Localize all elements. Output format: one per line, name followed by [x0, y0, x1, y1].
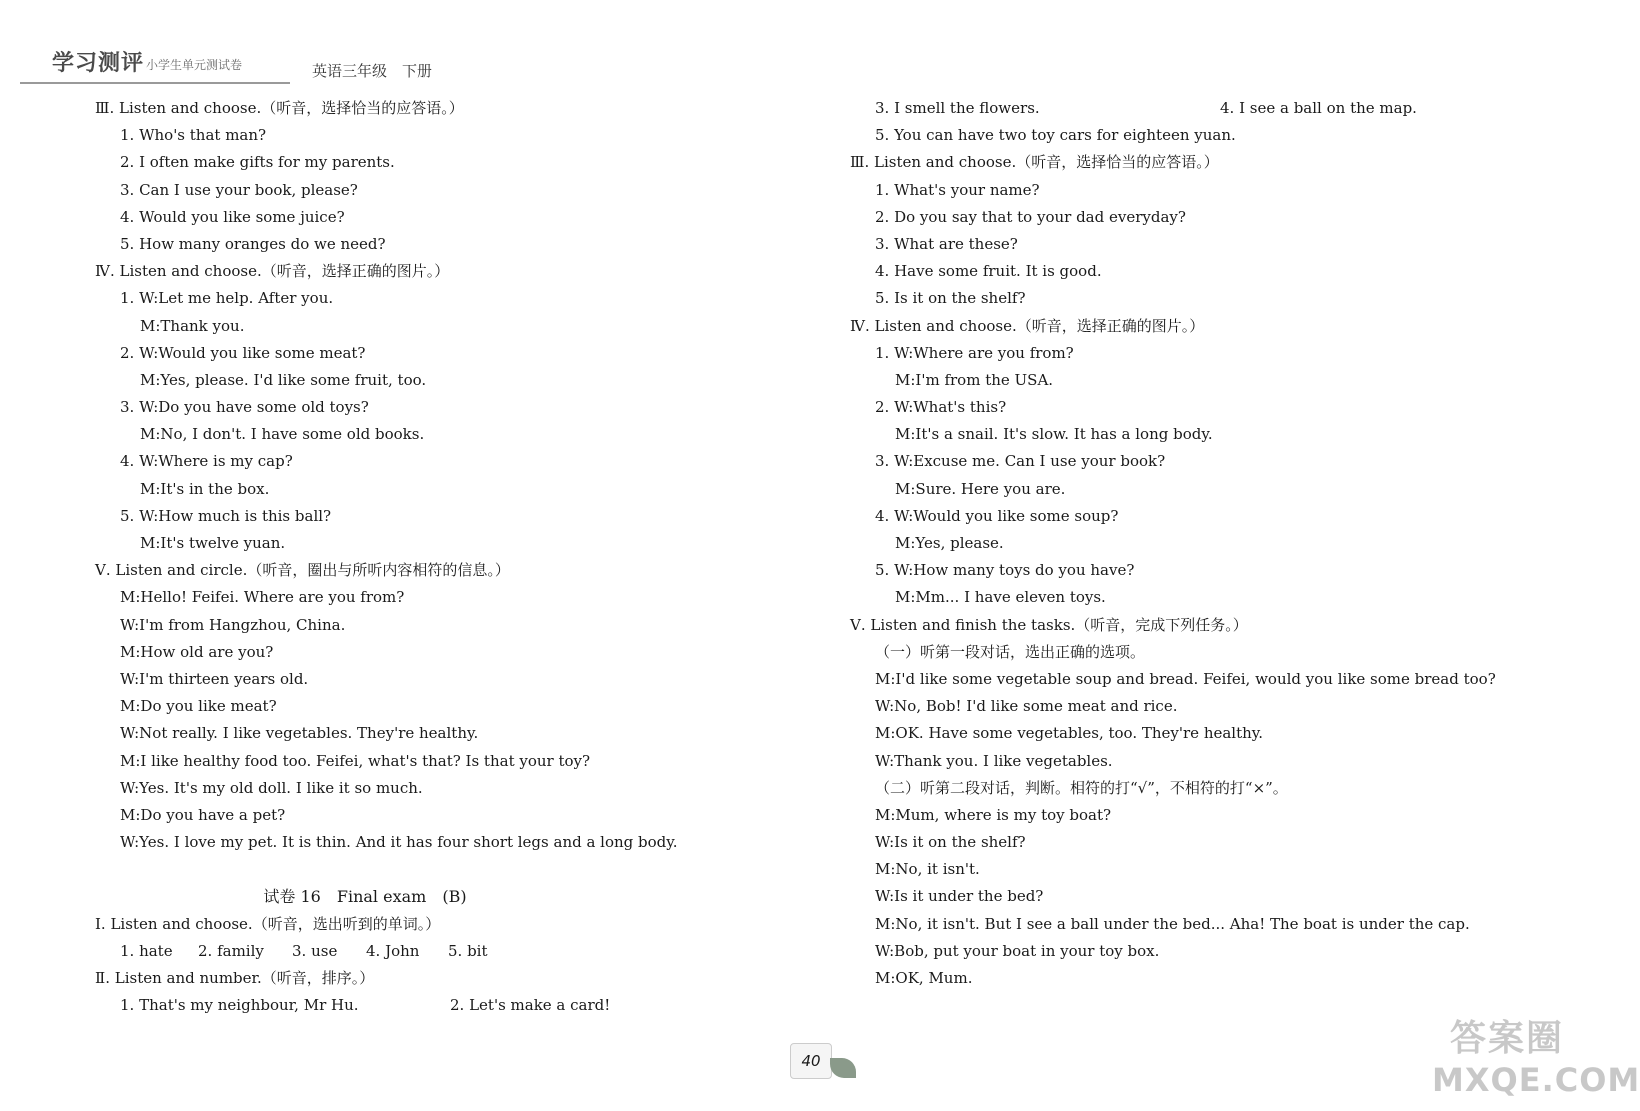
question-item: 3. Can I use your book, please? [120, 180, 358, 199]
dialogue-line: M:Yes, please. [895, 534, 1004, 552]
dialogue-line: M:OK, Mum. [875, 969, 973, 987]
dialogue-line: M:Mm... I have eleven toys. [895, 588, 1106, 607]
dialogue-line: M:I like healthy food too. Feifei, what's that? Is that your toy? [120, 751, 591, 770]
subsection-title: （二）听第二段对话，判断。相符的打“√”，不相符的打“×”。 [875, 778, 1288, 797]
exam-title: 试卷 16 Final exam (B) [263, 887, 467, 907]
dialogue-line: M:It's a snail. It's slow. It has a long body. [895, 425, 1213, 444]
dialogue-line: 3. W:Do you have some old toys? [120, 398, 369, 417]
left-column [95, 95, 835, 1019]
dialogue-line: M:It's in the box. [140, 479, 270, 498]
page-number: 40 [790, 1043, 832, 1079]
watermark [1432, 1010, 1640, 1099]
grade-label: 英语三年级 下册 [312, 62, 433, 80]
word-item: 3. use [292, 941, 338, 960]
dialogue-line: 4. W:Where is my cap? [120, 452, 293, 471]
word-item: 5. bit [448, 941, 488, 960]
dialogue-line: M:I'd like some vegetable soup and bread. Feifei, would you like some bread too? [875, 669, 1496, 688]
section-title: Ⅴ. Listen and finish the tasks.（听音，完成下列任务。） [850, 615, 1248, 634]
dialogue-line: 4. W:Would you like some soup? [875, 506, 1119, 525]
dialogue-line: W:Thank you. I like vegetables. [875, 751, 1113, 770]
section-title: Ⅱ. Listen and number.（听音，排序。） [95, 969, 375, 987]
word-list [95, 938, 835, 965]
question-item: 2. I often make gifts for my parents. [120, 153, 395, 172]
watermark-logo: 答案圈 [1449, 1018, 1564, 1059]
section-title: Ⅰ. Listen and choose.（听音，选出听到的单词。） [95, 914, 441, 933]
word-item: 2. family [198, 941, 264, 960]
dialogue-line: M:Yes, please. I'd like some fruit, too. [140, 370, 427, 389]
question-item: 5. How many oranges do we need? [120, 234, 386, 253]
header-divider [20, 82, 290, 84]
dialogue-line: M:No, it isn't. [875, 860, 980, 879]
question-item: 4. Would you like some juice? [120, 207, 345, 226]
dialogue-line: M:Do you like meat? [120, 697, 277, 716]
leaf-icon [830, 1058, 856, 1078]
question-item: 5. You can have two toy cars for eighteen yuan. [875, 126, 1236, 145]
dialogue-line: M:Do you have a pet? [120, 805, 286, 824]
dialogue-line: 5. W:How many toys do you have? [875, 561, 1135, 580]
dialogue-line: W:Yes. I love my pet. It is thin. And it has four short legs and a long body. [120, 833, 678, 852]
question-item: 3. What are these? [875, 234, 1018, 253]
dialogue-line: W:Bob, put your boat in your toy box. [875, 941, 1160, 960]
question-item: 2. Let's make a card! [450, 996, 611, 1015]
question-item: 4. I see a ball on the map. [1220, 99, 1417, 117]
dialogue-line: 5. W:How much is this ball? [120, 506, 332, 525]
series-logo: 学习测评 [52, 50, 145, 76]
question-item: 2. Do you say that to your dad everyday? [875, 207, 1186, 226]
section-title: Ⅴ. Listen and circle.（听音，圈出与所听内容相符的信息。） [95, 561, 510, 580]
dialogue-line: W:I'm from Hangzhou, China. [120, 615, 346, 634]
watermark-url: MXQE.COM [1432, 1061, 1640, 1099]
dialogue-line: 2. W:What's this? [875, 398, 1007, 417]
section-title: Ⅲ. Listen and choose.（听音，选择恰当的应答语。） [850, 153, 1219, 172]
dialogue-line: W:I'm thirteen years old. [120, 669, 309, 688]
subsection-title: （一）听第一段对话，选出正确的选项。 [875, 642, 1146, 661]
dialogue-line: 2. W:Would you like some meat? [120, 343, 366, 362]
dialogue-line: M:It's twelve yuan. [140, 534, 286, 552]
section-spacer [95, 856, 835, 883]
dialogue-line: W:Is it under the bed? [875, 887, 1044, 906]
dialogue-line: M:Hello! Feifei. Where are you from? [120, 588, 405, 607]
question-item: 5. Is it on the shelf? [875, 289, 1026, 308]
question-item: 1. What's your name? [875, 180, 1040, 199]
dialogue-line: 3. W:Excuse me. Can I use your book? [875, 452, 1166, 471]
number-row [95, 992, 835, 1019]
dialogue-line: 1. W:Where are you from? [875, 343, 1074, 362]
dialogue-line: M:Sure. Here you are. [895, 479, 1066, 498]
word-item: 4. John [366, 941, 420, 960]
question-item: 3. I smell the flowers. [875, 99, 1040, 117]
dialogue-line: M:OK. Have some vegetables, too. They're healthy. [875, 724, 1264, 743]
number-row [850, 95, 1590, 122]
dialogue-line: W:Not really. I like vegetables. They're healthy. [120, 724, 479, 743]
series-subtitle: 小学生单元测试卷 [146, 58, 243, 72]
dialogue-line: W:Is it on the shelf? [875, 833, 1026, 852]
question-item: 1. Who's that man? [120, 126, 267, 145]
right-column [850, 95, 1590, 992]
dialogue-line: M:Mum, where is my toy boat? [875, 805, 1112, 824]
section-title: Ⅳ. Listen and choose.（听音，选择正确的图片。） [850, 316, 1205, 335]
dialogue-line: M:How old are you? [120, 642, 274, 661]
section-title: Ⅲ. Listen and choose.（听音，选择恰当的应答语。） [95, 99, 464, 117]
question-item: 4. Have some fruit. It is good. [875, 262, 1102, 281]
page-header [0, 0, 800, 90]
dialogue-line: W:No, Bob! I'd like some meat and rice. [875, 697, 1178, 716]
dialogue-line: M:I'm from the USA. [895, 370, 1054, 389]
question-item: 1. That's my neighbour, Mr Hu. [120, 996, 359, 1015]
section-title: Ⅳ. Listen and choose.（听音，选择正确的图片。） [95, 262, 450, 281]
dialogue-line: M:No, I don't. I have some old books. [140, 425, 425, 444]
dialogue-line: M:Thank you. [140, 316, 245, 335]
dialogue-line: 1. W:Let me help. After you. [120, 289, 334, 308]
dialogue-line: M:No, it isn't. But I see a ball under the bed... Aha! The boat is under the cap. [875, 914, 1470, 933]
word-item: 1. hate [120, 941, 173, 960]
dialogue-line: W:Yes. It's my old doll. I like it so much. [120, 778, 423, 797]
